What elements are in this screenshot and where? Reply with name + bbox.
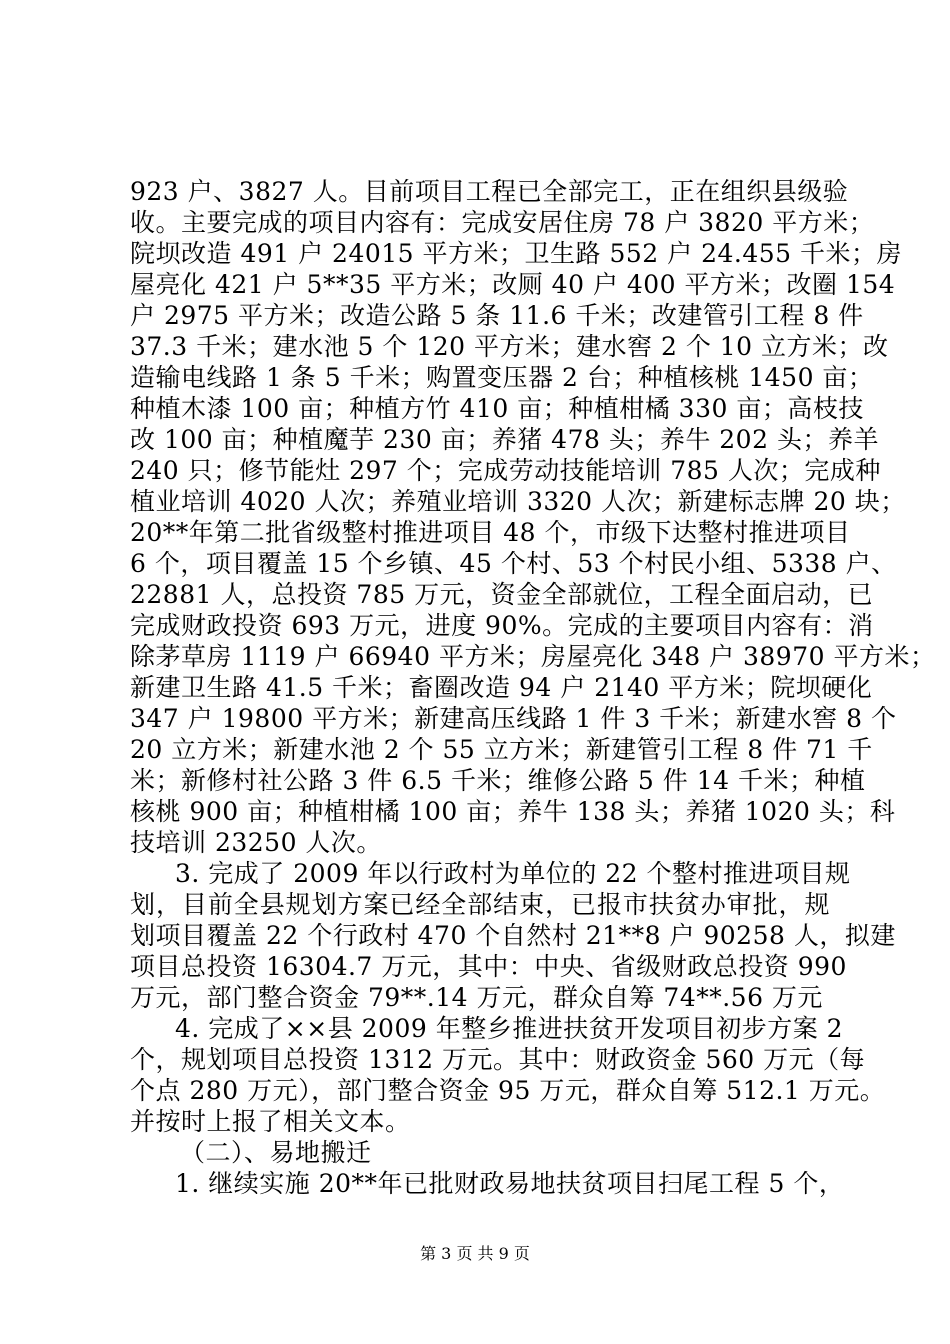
text-line: 院坝改造 491 户 24015 平方米；卫生路 552 户 24.455 千米；房 bbox=[130, 239, 903, 268]
text-line: 923 户、3827 人。目前项目工程已全部完工，正在组织县级验 bbox=[130, 177, 849, 206]
text-line: 个点 280 万元），部门整合资金 95 万元，群众自筹 512.1 万元。 bbox=[130, 1076, 886, 1105]
text-line: 22881 人，总投资 785 万元，资金全部就位，工程全面启动，已 bbox=[130, 580, 874, 609]
text-line: 并按时上报了相关文本。 bbox=[130, 1107, 411, 1136]
text-line: 造输电线路 1 条 5 千米；购置变压器 2 台；种植核桃 1450 亩； bbox=[130, 363, 874, 392]
text-line: 6 个，项目覆盖 15 个乡镇、45 个村、53 个村民小组、5338 户、 bbox=[130, 549, 897, 578]
text-line: 347 户 19800 平方米；新建高压线路 1 件 3 千米；新建水窖 8 个 bbox=[130, 704, 897, 733]
text-line: 户 2975 平方米；改造公路 5 条 11.6 千米；改建管引工程 8 件 bbox=[130, 301, 864, 330]
text-line: 屋亮化 421 户 5**35 平方米；改厕 40 户 400 平方米；改圈 154 bbox=[130, 270, 896, 299]
text-line: 个，规划项目总投资 1312 万元。其中：财政资金 560 万元（每 bbox=[130, 1045, 866, 1074]
section-heading: （二）、易地搬迁 bbox=[180, 1138, 372, 1167]
text-line: 37.3 千米；建水池 5 个 120 平方米；建水窖 2 个 10 立方米；改 bbox=[130, 332, 889, 361]
text-line: 1. 继续实施 20**年已批财政易地扶贫项目扫尾工程 5 个， bbox=[175, 1169, 845, 1198]
text-line: 除茅草房 1119 户 66940 平方米；房屋亮化 348 户 38970 平方米； bbox=[130, 642, 936, 671]
text-line: 240 只；修节能灶 297 个；完成劳动技能培训 785 人次；完成种 bbox=[130, 456, 881, 485]
text-line: 米；新修村社公路 3 件 6.5 千米；维修公路 5 件 14 千米；种植 bbox=[130, 766, 866, 795]
page-number-footer: 第 3 页 共 9 页 bbox=[420, 1244, 530, 1263]
text-line: 收。主要完成的项目内容有：完成安居住房 78 户 3820 平方米； bbox=[130, 208, 875, 237]
text-line: 划，目前全县规划方案已经全部结束，已报市扶贫办审批，规 bbox=[130, 890, 830, 919]
text-line: 20 立方米；新建水池 2 个 55 立方米；新建管引工程 8 件 71 千 bbox=[130, 735, 873, 764]
text-line: 植业培训 4020 人次；养殖业培训 3320 人次；新建标志牌 20 块； bbox=[130, 487, 906, 516]
text-line: 改 100 亩；种植魔芋 230 亩；养猪 478 头；养牛 202 头；养羊 bbox=[130, 425, 879, 454]
text-line: 万元，部门整合资金 79**.14 万元，群众自筹 74**.56 万元 bbox=[130, 983, 823, 1012]
text-line: 核桃 900 亩；种植柑橘 100 亩；养牛 138 头；养猪 1020 头；科 bbox=[130, 797, 896, 826]
text-line: 新建卫生路 41.5 千米；畜圈改造 94 户 2140 平方米；院坝硬化 bbox=[130, 673, 873, 702]
text-line: 种植木漆 100 亩；种植方竹 410 亩；种植柑橘 330 亩；高枝技 bbox=[130, 394, 864, 423]
text-line: 技培训 23250 人次。 bbox=[130, 828, 382, 857]
text-line: 项目总投资 16304.7 万元，其中：中央、省级财政总投资 990 bbox=[130, 952, 847, 981]
text-line: 3. 完成了 2009 年以行政村为单位的 22 个整村推进项目规 bbox=[175, 859, 851, 888]
text-line: 4. 完成了××县 2009 年整乡推进扶贫开发项目初步方案 2 bbox=[175, 1014, 844, 1043]
text-line: 划项目覆盖 22 个行政村 470 个自然村 21**8 户 90258 人，拟建 bbox=[130, 921, 896, 950]
text-line: 完成财政投资 693 万元，进度 90%。完成的主要项目内容有：消 bbox=[130, 611, 874, 640]
text-line: 20**年第二批省级整村推进项目 48 个，市级下达整村推进项目 bbox=[130, 518, 851, 547]
